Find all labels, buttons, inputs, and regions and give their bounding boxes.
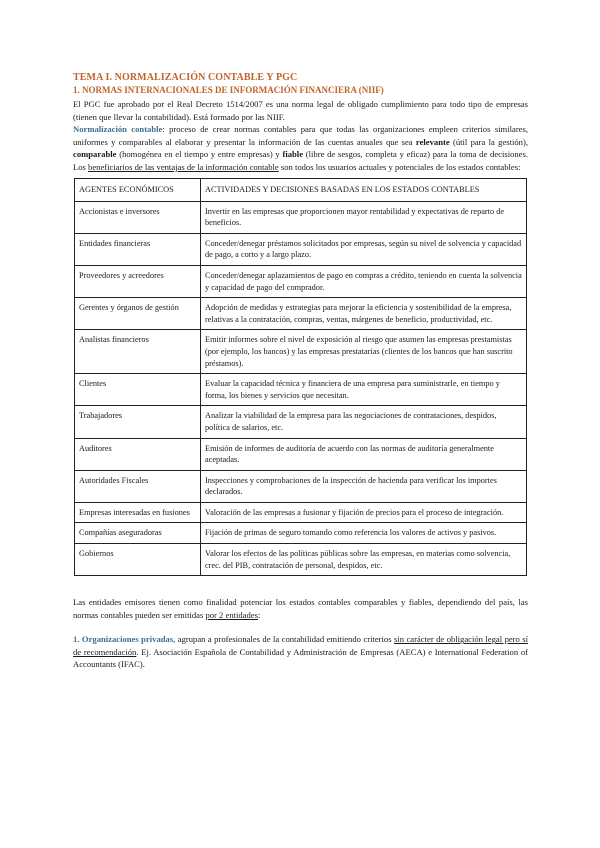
- agent-cell: Gerentes y órganos de gestión: [75, 298, 201, 330]
- table-row: [75, 298, 527, 330]
- private-orgs-text-1: , agrupan a profesionales de la contabilidad emitiendo criterios: [173, 634, 395, 645]
- section-heading: 1. NORMAS INTERNACIONALES DE INFORMACIÓN FINANCIERA (NIIF): [73, 85, 384, 95]
- keyword-comparable: comparable: [73, 149, 117, 159]
- activity-cell: Valorar los efectos de las políticas públicas sobre las empresas, en materias como solvencia, crec. del PIB, contratación de personal, despidos, etc.: [201, 544, 527, 576]
- agent-cell: Auditores: [75, 438, 201, 470]
- table-row: [75, 265, 527, 297]
- definition-text-1: : proceso de crear normas contables para que todas las organizaciones empleen criterios similares, uniformes y comparables al elaborar y presentar la información de las cuentas anuales que sea: [73, 124, 528, 147]
- activity-cell: Valoración de las empresas a fusionar y fijación de precios para el proceso de integración.: [201, 502, 527, 523]
- document-content: [73, 71, 528, 671]
- two-entities-underline: por 2 entidades: [205, 609, 258, 620]
- table-row: [75, 374, 527, 406]
- agent-cell: Proveedores y acreedores: [75, 265, 201, 297]
- issuers-text-2: :: [257, 609, 261, 620]
- agents-table: [74, 178, 527, 576]
- table-row: [75, 406, 527, 438]
- activity-cell: Emitir informes sobre el nivel de exposición al riesgo que asumen las empresas prestamistas (por ejemplo, los bancos) y las empresas prestatarias (clientes de los bancos que han suscrito préstamos).: [201, 330, 527, 374]
- agent-cell: Entidades financieras: [75, 233, 201, 265]
- table-row: [75, 233, 527, 265]
- table-row: [75, 544, 527, 576]
- list-number: 1.: [73, 634, 82, 645]
- table-row: [75, 523, 527, 544]
- activity-cell: Inspecciones y comprobaciones de la inspección de hacienda para verificar los importes declarados.: [201, 470, 527, 502]
- intro-paragraph: El PGC fue aprobado por el Real Decreto 1514/2007 es una norma legal de obligado cumplimiento para todo tipo de empresas (tienen que llevar la contabilidad). Está formado por las NIIF.: [73, 99, 528, 122]
- keyword-relevante: relevante: [415, 136, 450, 147]
- table-row: [75, 438, 527, 470]
- activity-cell: Conceder/denegar aplazamientos de pago en compras a crédito, teniendo en cuenta la solvencia y capacidad de pago del comprador.: [201, 265, 527, 297]
- activity-cell: Invertir en las empresas que proporcionen mayor rentabilidad y expectativas de reparto de beneficios.: [201, 201, 527, 233]
- beneficiaries-underline: beneficiarios de las ventajas de la información contable: [88, 161, 279, 172]
- activity-cell: Adopción de medidas y estrategias para mejorar la eficiencia y sostenibilidad de la empresa, relativas a la contratación, compras, ventas, márgenes de beneficio, productividad, etc.: [201, 298, 527, 330]
- definition-text-2: (útil para la gestión),: [449, 136, 528, 147]
- activity-cell: Analizar la viabilidad de la empresa para las negociaciones de contrataciones, despidos, política de salarios, etc.: [201, 406, 527, 438]
- table-row: [75, 502, 527, 523]
- recommendation-underline: sin carácter de obligación legal pero sí de recomendación: [73, 634, 529, 657]
- definition-term: Normalización contable: [73, 124, 163, 134]
- agent-cell: Compañías aseguradoras: [75, 523, 201, 544]
- definition-paragraph: [73, 123, 528, 173]
- definition-text-5: son todos los usuarios actuales y potenciales de los estados contables:: [278, 161, 521, 172]
- table-row: [75, 201, 527, 233]
- issuers-paragraph: [73, 596, 528, 621]
- header-agents: AGENTES ECONÓMICOS: [75, 179, 201, 202]
- private-orgs-text-2: . Ej. Asociación Española de Contabilidad y Administración de Empresas (AECA) e International Federation of Accountants (IFAC).: [73, 646, 529, 670]
- agent-cell: Gobiernos: [75, 544, 201, 576]
- table-row: [75, 330, 527, 374]
- document-title: TEMA I. NORMALIZACIÓN CONTABLE Y PGC: [73, 72, 298, 83]
- activity-cell: Emisión de informes de auditoría de acuerdo con las normas de auditoría generalmente aceptadas.: [201, 438, 527, 470]
- private-orgs-paragraph: [73, 633, 528, 671]
- activity-cell: Evaluar la capacidad técnica y financiera de una empresa para suministrarle, en tiempo y forma, los bienes y servicios que necesitan.: [201, 374, 527, 406]
- agent-cell: Analistas financieros: [75, 330, 201, 374]
- agent-cell: Trabajadores: [75, 406, 201, 438]
- definition-text-4: (libre de sesgos, completa y eficaz) para la toma de decisiones. Los: [73, 149, 528, 172]
- agent-cell: Autoridades Fiscales: [75, 470, 201, 502]
- issuers-text-1: Las entidades emisores tienen como finalidad potenciar los estados contables comparables y fiables, dependiendo del país, las normas contables pueden ser emitidas: [73, 597, 528, 620]
- keyword-fiable: fiable: [282, 149, 304, 159]
- definition-text-3: (homogénea en el tiempo y entre empresas) y: [116, 149, 283, 159]
- private-orgs-term: Organizaciones privadas: [81, 634, 174, 645]
- agent-cell: Accionistas e inversores: [75, 201, 201, 233]
- activity-cell: Fijación de primas de seguro tomando como referencia los valores de activos y pasivos.: [201, 523, 527, 544]
- table-row: [75, 470, 527, 502]
- agent-cell: Empresas interesadas en fusiones: [75, 502, 201, 523]
- header-activities: ACTIVIDADES Y DECISIONES BASADAS EN LOS ESTADOS CONTABLES: [201, 179, 527, 202]
- activity-cell: Conceder/denegar préstamos solicitados por empresas, según su nivel de solvencia y capacidad de pago, a corto y a largo plazo.: [201, 233, 527, 265]
- agent-cell: Clientes: [75, 374, 201, 406]
- table-header-row: [75, 179, 527, 202]
